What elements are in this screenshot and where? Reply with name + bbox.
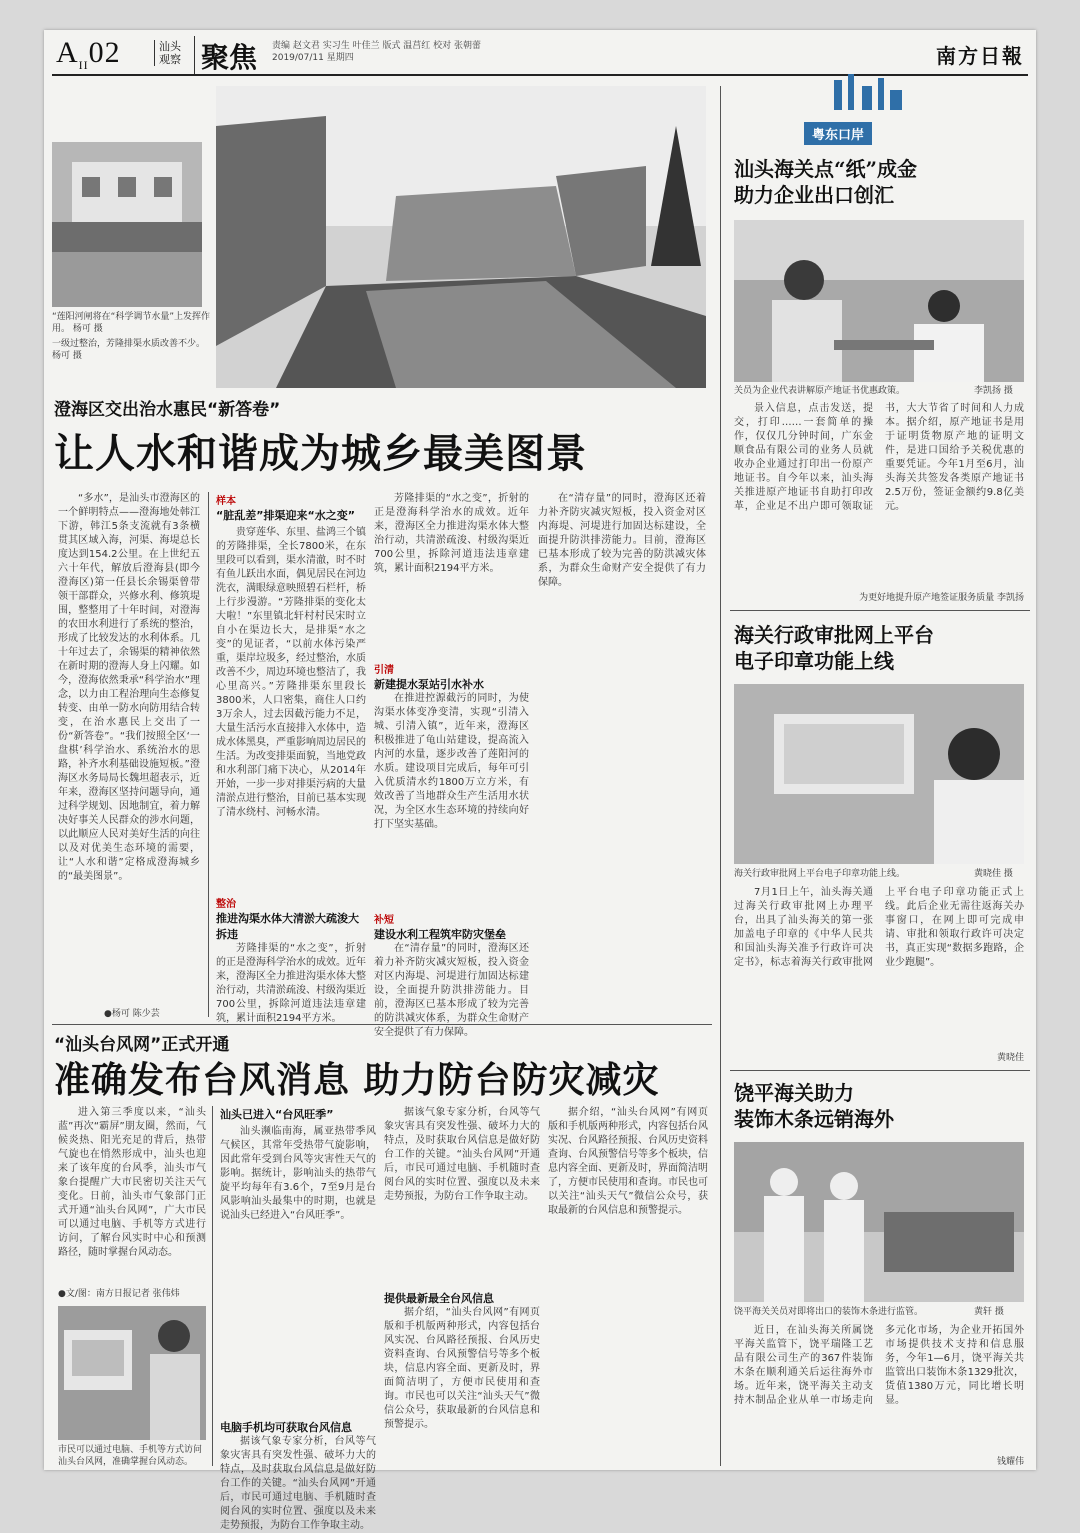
photo-caption: 市民可以通过电脑、手机等方式访问汕头台风网，准确掌握台风动态。 [58, 1445, 203, 1467]
photo-canal [216, 86, 706, 388]
section-body: 据介绍，“汕头台风网”有网页版和手机版两种形式，内容包括台风实况、台风路径预报、台风历史资料查询、台风预警信号等多个板块，信息内容全面、更新及时，界面简洁明了，方便市民使用和查询。市民也可以关注“汕头天气”微信公众号，获取最新的台风信息和预警提示。 [548, 1107, 708, 1216]
section-block [216, 492, 366, 1024]
photo-customs-service [734, 220, 1024, 382]
newspaper-logo: 南方日報 [936, 44, 1024, 68]
photo-credit: 李凯扬 摄 [974, 386, 1013, 396]
section-block [548, 1106, 708, 1461]
section-heading: 汕头已进入“台风旺季” [220, 1108, 334, 1121]
byline: 黄晓佳 [996, 1053, 1024, 1063]
section-heading: 提供最新最全台风信息 [384, 1292, 494, 1305]
photo-credit: 黄轩 摄 [974, 1307, 1004, 1317]
issue-date: 2019/07/11 星期四 [272, 53, 354, 63]
section-body: 在推进控源截污的同时，为使沟渠水体变净变清，实现“引清入城、引清入镇”，近年来，澄海区积极推进了龟山站建设，提高流入内河的水量，逐步改善了莲阳河的水质。建设项目完成后，每年可引入优质清水约1800万立方米，有效改善了当地群众生产生活用水状况，为全区水生态环境的持续向好打下坚实基础。 [374, 693, 529, 830]
photo-caption: “莲阳河闸将在“科学调节水量”上发挥作用。 杨可 摄 [52, 312, 210, 334]
section-heading: 推进沟渠水体大清淤大疏浚大拆违 [216, 912, 359, 941]
byline: 为更好地提升原产地签证服务质量 李凯扬 [859, 593, 1024, 603]
masthead-meta [272, 40, 481, 64]
section-tag: 整治 [216, 899, 236, 910]
section-heading: 电脑手机均可获取台风信息 [220, 1421, 352, 1434]
section-heading: 新建提水泵站引水补水 [374, 678, 484, 691]
byline: ●杨可 陈少芸 [104, 1009, 160, 1019]
byline: 钱耀伟 [996, 1457, 1024, 1467]
section-body: 芳隆排渠的“水之变”，折射的正是澄海科学治水的成效。近年来，澄海区全力推进沟渠水体大整治行动，共清淤疏浚、村级沟渠近700公里，拆除河道违法违章建筑，累计面积2194平方米。 [216, 943, 366, 1024]
topic-name: 聚焦 [194, 36, 257, 76]
section-body: 据该气象专家分析，台风等气象灾害具有突发性强、破坏力大的特点，及时获取台风信息是做好防台工作的关键。“汕头台风网”开通后，市民可通过电脑、手机随时查阅台风的实时位置、强度以及未来走势预报，为防台工作争取主动。 [220, 1436, 376, 1531]
story-headline: 汕头海关点“纸”成金 助力企业出口创汇 [734, 157, 918, 207]
section-body: 贵穿莲华、东里、盐鸿三个镇的芳隆排渠，全长7800米，在东里段可以看到，渠水清澈，时不时有鱼儿跃出水面，偶见居民在河边洗衣，满眼绿意映照碧石栏杆，桥上行步漫游。“芳隆排渠的变化太大啦！”东里镇北轩村村民宋时立自小在渠边长大，是排渠“水之变”的见证者，“以前水体污染严重，渠岸垃圾多，经过整治，水质改善不少，周边环境也整洁了，我心里高兴。”芳隆排渠东里段长3800米，人口密集，商住人口约3万余人，过去因截污能力不足，大量生活污水直接排入水体中，造成水体黑臭，严重影响周边居民的生活。为改变排渠面貌，当地党政和水利部门痛下决心，从2014年开始，一步一步对排渠污病的大量清淤点进行整治，目前已基本实现了清水绕村、河畅水清。 [216, 527, 366, 818]
section-body: 据该气象专家分析，台风等气象灾害具有突发性强、破坏力大的特点，及时获取台风信息是做好防台工作的关键。“汕头台风网”开通后，市民可通过电脑、手机随时查阅台风的实时位置、强度以及未来走势预报，为防台工作争取主动。 [384, 1107, 540, 1202]
section-body: 汕头濒临南海，属亚热带季风气候区，其常年受热带气旋影响，因此常年受到台风等灾害性天气的影响。据统计，影响汕头的热带气旋平均每年有3.6个，7至9月是台风影响汕头最集中的时期，也就是说汕头已经进入“台风旺季”。 [220, 1126, 376, 1221]
column-divider [208, 492, 209, 1017]
section-body: 在“清存量”的同时，澄海区还着力补齐防灾减灾短板，投入资金对区内海堤、河堤进行加固达标建设，全面提升防洪排涝能力。目前，澄海区已基本形成了较为完善的防洪减灾体系，为群众生命财产安全提供了有力保障。 [538, 493, 706, 588]
story-divider [730, 610, 1030, 611]
section-block [220, 1106, 376, 1531]
photo-floodgate [52, 142, 202, 307]
page-code: $A_{II}02$ [56, 36, 121, 72]
photo-typhoon-website [58, 1306, 206, 1440]
section-tag: 样本 [216, 496, 236, 507]
story-divider [730, 1070, 1030, 1071]
lead-paragraph: 进入第三季度以来，“汕头蓝”再次“霸屏”朋友圈，然而，气候炎热、阳光充足的背后，热带气旋也在悄然形成中，汕头也迎来了该年度的台风季，汕头市气象台提醒广大市民密切关注天气变化。日前，汕头市气象部门正式开通“汕头台风网”，广大市民可以通过电脑、手机等方式进行访问，了解台风实时中心和预测路径，随时掌握台风动态。 [58, 1107, 206, 1258]
byline: ●文/图：南方日报记者 张伟炜 [58, 1289, 180, 1299]
section-tag: 引清 [374, 665, 394, 676]
photo-wood-export [734, 1142, 1024, 1302]
column-divider [720, 86, 721, 1466]
newspaper-page [44, 30, 1036, 1531]
photo-credit: 黄晓佳 摄 [974, 869, 1013, 879]
section-body: 在“清存量”的同时，澄海区还着力补齐防灾减灾短板，投入资金对区内海堤、河堤进行加固达标建设，全面提升防洪排涝能力。目前，澄海区已基本形成了较为完善的防洪减灾体系，为群众生命财产安全提供了有力保障。 [374, 943, 529, 1038]
story-headline: 海关行政审批网上平台 电子印章功能上线 [734, 623, 934, 673]
story-kicker: 澄海区交出治水惠民“新答卷” [54, 400, 281, 420]
photo-caption: 饶平海关关员对即将出口的装饰木条进行监管。 [734, 1307, 924, 1317]
photo-caption: 一级过整治，芳隆排渠水质改善不少。 杨可 摄 [52, 339, 206, 361]
story-kicker: “汕头台风网”正式开通 [54, 1035, 230, 1055]
section-block [374, 492, 529, 1038]
story-headline: 准确发布台风消息 助力防台防灾减灾 [54, 1059, 660, 1101]
story-body: 7月1日上午，汕头海关通过海关行政审批网上办理平台，出具了汕头海关的第一张加盖电子印章的《中华人民共和国汕头海关准予行政许可决定书》，标志着海关行政审批网上平台电子印章功能正式上线。此后企业无需往返海关办事窗口，在网上即可完成申请、审批和领取行政许可决定书，真正实现“数据多跑路，企业少跑腿”。 [734, 887, 1024, 968]
column-divider [212, 1106, 213, 1466]
section-tag: 补短 [374, 915, 394, 926]
column-banner: 粤东口岸 [804, 122, 872, 145]
story-headline: 让人水和谐成为城乡最美图景 [54, 430, 587, 477]
story-body: 景入信息，点击发送，提交，打印……一套简单的操作，仅仅几分钟时间，广东金顺食品有限公司的业务人员就收办企业通过打印出一份原产地证书。自今年以来，汕头海关推进原产地证书自助打印改革，企业足不出户即可领取证书，大大节省了时间和人力成本。据介绍，原产地证书是用于证明货物原产地的证明文件，是进口国给予关税优惠的重要凭证。今年1月至6月，汕头海关共签发各类原产地证书2.5万份，签证金额约9.8亿美元。 [734, 403, 1024, 512]
story-headline: 饶平海关助力 装饰木条远销海外 [734, 1081, 894, 1131]
section-name: 汕头观察 [154, 40, 191, 66]
story-body: 近日，在汕头海关所属饶平海关监管下，饶平瑞隆工艺品有限公司生产的367件装饰木条在顺利通关后运往海外市场。近年来，饶平海关主动支持木制品企业从单一市场走向多元化市场，为企业开拓国外市场提供技术支持和信息服务，今年1—6月，饶平海关共监管出口装饰木条1329批次，货值1380万元，同比增长明显。 [734, 1325, 1024, 1406]
photo-caption: 海关行政审批网上平台电子印章功能上线。 [734, 869, 906, 879]
editor-credits: 责编 赵文君 实习生 叶佳兰 版式 温莒红 校对 张朝蕾 [272, 41, 482, 51]
section-body: 据介绍，“汕头台风网”有网页版和手机版两种形式，内容包括台风实况、台风路径预报、台风历史资料查询、台风预警信号等多个板块，信息内容全面、更新及时，界面简洁明了，方便市民使用和查询。市民也可以关注“汕头天气”微信公众号，获取最新的台风信息和预警提示。 [384, 1307, 540, 1430]
section-heading: 建设水利工程筑牢防灾堡垒 [374, 928, 506, 941]
section-block [384, 1106, 540, 1466]
lead-paragraph: “多水”，是汕头市澄海区的一个鲜明特点——澄海地处韩江下游，韩江5条支流就有3条横贯其区域入海，河渠、海堤总长度达到154.2公里。在上世纪五六十年代，解放后澄海县(即今澄海区)第一任县长余锡渠曾带领干部群众，兴修水利、修筑堤围，整整用了十年时间，对澄海的农田水利进行了系统的整治，形成了比较发达的水利体系。几十年过去了，余锡渠的精神依然在新时期的澄海人身上闪耀。如今，澄海依然秉承“科学治水”理念，以力由工程治理向生态修复转变、由单一防水向防用结合转变，在治水惠民上交出了一份“新答卷”。“我们按照全区‘一盘棋’科学治水、系统治水的思路，补齐水利基础设施短板。”澄海区水务局局长魏坦超表示，近年来，澄海区坚持问题导向，通过科学规划、因地制宜，着力解决好事关人民群众的涉水问题，以此顺应人民对美好生活的向往以及对优美生态环境的需要，让“人水和谐”定格成澄海城乡的“最美图景”。 [58, 493, 200, 882]
photo-caption: 关员为企业代表讲解原产地证书优惠政策。 [734, 386, 906, 396]
photo-eseal-platform [734, 684, 1024, 864]
story-divider [52, 1024, 712, 1025]
section-block [538, 492, 706, 1012]
port-logo [814, 70, 924, 130]
section-heading: “脏乱差”排渠迎来“水之变” [216, 509, 355, 522]
section-body: 芳隆排渠的“水之变”，折射的正是澄海科学治水的成效。近年来，澄海区全力推进沟渠水体大整治行动，共清淤疏浚、村级沟渠近700公里，拆除河道违法违章建筑，累计面积2194平方米。 [374, 493, 529, 574]
